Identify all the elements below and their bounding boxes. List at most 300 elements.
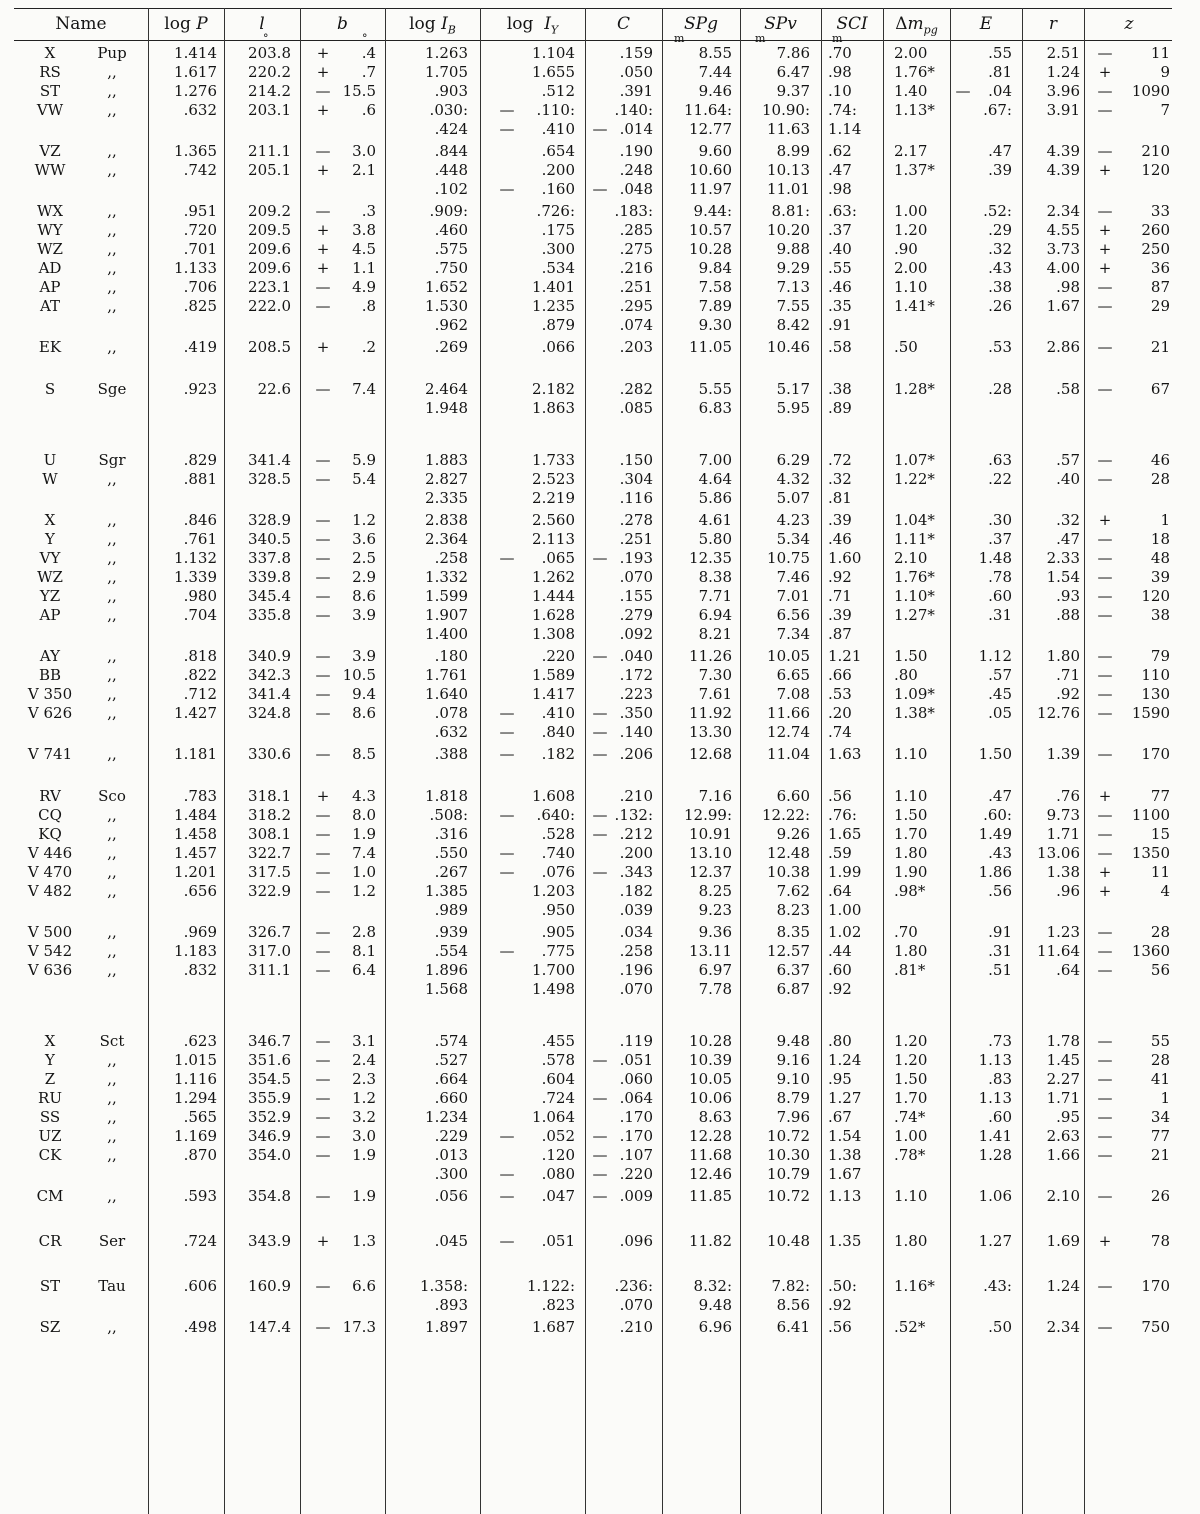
cell-delta-mpg: 1.50: [894, 1070, 928, 1088]
cell-z: 79: [1150, 647, 1170, 665]
cell-z: 55: [1150, 1032, 1170, 1050]
column-header: $\log I_Y$: [506, 14, 559, 37]
cell-log-p: .632: [183, 101, 217, 119]
cell-delta-mpg: 1.20: [894, 221, 928, 239]
cell-r: 1.23: [1046, 923, 1080, 941]
cell-r: 12.76: [1037, 704, 1080, 722]
cell-log-p: .704: [183, 606, 217, 624]
cell-spg: 7.89: [698, 297, 732, 315]
cell-log-iy: 1.235: [532, 297, 575, 315]
column-rule: [300, 8, 301, 1514]
cell-sci: .46: [828, 278, 852, 296]
cell-sci: .10: [828, 82, 852, 100]
cell-e: .37: [988, 530, 1012, 548]
cell-b: 17.3: [342, 1318, 376, 1336]
cell-c: .212: [619, 825, 653, 843]
cell-name: RV: [39, 787, 61, 805]
cell-c: .170: [619, 1127, 653, 1145]
cell-sci: .38: [828, 380, 852, 398]
cell-e: .50: [988, 1318, 1012, 1336]
column-header: log P: [164, 14, 208, 34]
cell-log-iy: .724: [541, 1089, 575, 1107]
cell-log-iy-sign: —: [499, 180, 515, 198]
cell-c: .034: [619, 923, 653, 941]
cell-e: .83: [988, 1070, 1012, 1088]
cell-spg: 10.91: [689, 825, 732, 843]
cell-c: .203: [619, 338, 653, 356]
cell-log-p: 1.132: [174, 549, 217, 567]
cell-l: 322.9: [248, 882, 291, 900]
cell-z: 18: [1150, 530, 1170, 548]
cell-e: 1.27: [978, 1232, 1012, 1250]
cell-spv: 7.62: [776, 882, 810, 900]
cell-delta-mpg: 2.00: [894, 259, 928, 277]
cell-c: .190: [619, 142, 653, 160]
cell-spv: 9.26: [776, 825, 810, 843]
cell-c: .014: [619, 120, 653, 138]
cell-log-iy: 1.733: [532, 451, 575, 469]
cell-spg: 5.80: [698, 530, 732, 548]
cell-b-sign: —: [315, 380, 331, 398]
cell-log-iy: 2.219: [532, 489, 575, 507]
cell-e: .60:: [983, 806, 1012, 824]
cell-z-sign: —: [1097, 142, 1113, 160]
cell-constellation: ,,: [107, 63, 117, 81]
cell-log-iy: .220: [541, 647, 575, 665]
cell-l: 352.9: [248, 1108, 291, 1126]
cell-spv: 7.86: [776, 44, 810, 62]
cell-b-sign: —: [315, 1318, 331, 1336]
cell-l: 354.8: [248, 1187, 291, 1205]
cell-delta-mpg: 1.80: [894, 1232, 928, 1250]
cell-l: 345.4: [248, 587, 291, 605]
cell-c: .119: [619, 1032, 653, 1050]
cell-delta-mpg: .52*: [894, 1318, 926, 1336]
cell-constellation: ,,: [107, 1070, 117, 1088]
cell-z: 11: [1150, 863, 1170, 881]
cell-z: 78: [1150, 1232, 1170, 1250]
cell-log-iy: .905: [541, 923, 575, 941]
cell-spg: 9.84: [698, 259, 732, 277]
cell-log-ib: .550: [434, 844, 468, 862]
cell-spv: 6.47: [776, 63, 810, 81]
cell-b-sign: —: [315, 1127, 331, 1145]
cell-log-iy: .051: [541, 1232, 575, 1250]
cell-log-p: .565: [183, 1108, 217, 1126]
cell-c-sign: —: [592, 825, 608, 843]
cell-e: .53: [988, 338, 1012, 356]
cell-e: .39: [988, 161, 1012, 179]
cell-e: .51: [988, 961, 1012, 979]
cell-spg: 11.26: [689, 647, 732, 665]
cell-spv: 6.29: [776, 451, 810, 469]
column-header: l: [259, 14, 265, 34]
cell-sci: .98: [828, 180, 852, 198]
cell-e: .22: [988, 470, 1012, 488]
cell-z: 39: [1150, 568, 1170, 586]
cell-log-ib: .962: [434, 316, 468, 334]
cell-log-p: 1.294: [174, 1089, 217, 1107]
cell-delta-mpg: 1.22*: [894, 470, 935, 488]
cell-spv: 8.56: [776, 1296, 810, 1314]
cell-name: WX: [36, 202, 64, 220]
cell-log-p: 1.414: [174, 44, 217, 62]
cell-r: 1.39: [1046, 745, 1080, 763]
cell-sci: .87: [828, 625, 852, 643]
cell-delta-mpg: 1.50: [894, 647, 928, 665]
cell-r: 2.34: [1046, 202, 1080, 220]
cell-log-p: .712: [183, 685, 217, 703]
cell-e: 1.49: [978, 825, 1012, 843]
cell-e: 1.41: [978, 1127, 1012, 1145]
cell-name: EK: [38, 338, 62, 356]
cell-name: VW: [36, 101, 64, 119]
column-header: z: [1124, 14, 1134, 34]
cell-spg: 8.25: [698, 882, 732, 900]
cell-e: .63: [988, 451, 1012, 469]
cell-e: .30: [988, 511, 1012, 529]
cell-b-sign: —: [315, 1146, 331, 1164]
cell-spg: 10.28: [689, 240, 732, 258]
cell-log-p: 1.427: [174, 704, 217, 722]
cell-b: 2.9: [352, 568, 376, 586]
cell-z: 11: [1150, 44, 1170, 62]
cell-log-ib: .229: [434, 1127, 468, 1145]
cell-log-iy: 1.308: [532, 625, 575, 643]
cell-log-ib: .660: [434, 1089, 468, 1107]
cell-e: 1.13: [978, 1089, 1012, 1107]
cell-sci: .35: [828, 297, 852, 315]
cell-log-iy: .080: [541, 1165, 575, 1183]
cell-log-iy: .120: [541, 1146, 575, 1164]
cell-log-p: .832: [183, 961, 217, 979]
cell-log-p: 1.339: [174, 568, 217, 586]
cell-z: 77: [1150, 1127, 1170, 1145]
cell-r: 2.63: [1046, 1127, 1080, 1145]
cell-sci: 1.63: [828, 745, 862, 763]
cell-b-sign: —: [315, 666, 331, 684]
cell-log-iy: .110:: [536, 101, 575, 119]
cell-b: 1.9: [352, 1187, 376, 1205]
cell-spv: 9.29: [776, 259, 810, 277]
cell-sci: 1.27: [828, 1089, 862, 1107]
cell-constellation: ,,: [107, 1108, 117, 1126]
cell-sci: 1.21: [828, 647, 862, 665]
cell-delta-mpg: 1.00: [894, 1127, 928, 1145]
cell-spv: 4.32: [776, 470, 810, 488]
cell-z: 110: [1141, 666, 1170, 684]
cell-sci: .37: [828, 221, 852, 239]
cell-name: W: [42, 470, 58, 488]
cell-spg: 9.60: [698, 142, 732, 160]
cell-spv: 4.23: [776, 511, 810, 529]
cell-b: 4.5: [352, 240, 376, 258]
cell-z-sign: —: [1097, 1032, 1113, 1050]
cell-sci: .47: [828, 161, 852, 179]
cell-b: 2.1: [352, 161, 376, 179]
cell-constellation: ,,: [107, 202, 117, 220]
cell-log-iy: .300: [541, 240, 575, 258]
cell-delta-mpg: 1.76*: [894, 568, 935, 586]
cell-spg: 11.82: [689, 1232, 732, 1250]
cell-z: 77: [1150, 787, 1170, 805]
column-header: E: [979, 14, 993, 34]
cell-name: V 741: [27, 745, 73, 763]
cell-l: 223.1: [248, 278, 291, 296]
cell-spg: 11.05: [689, 338, 732, 356]
cell-r: .88: [1056, 606, 1080, 624]
cell-e: .60: [988, 1108, 1012, 1126]
cell-log-iy-sign: —: [499, 863, 515, 881]
cell-name: SZ: [39, 1318, 61, 1336]
cell-log-ib: 1.385: [425, 882, 468, 900]
cell-c: .278: [619, 511, 653, 529]
cell-r: .95: [1056, 1108, 1080, 1126]
cell-z-sign: +: [1098, 787, 1112, 805]
cell-constellation: Tau: [98, 1277, 126, 1295]
cell-l: 318.2: [248, 806, 291, 824]
cell-spv: 10.13: [767, 161, 810, 179]
cell-sci: 1.13: [828, 1187, 862, 1205]
cell-b-sign: —: [315, 297, 331, 315]
unit-marker: °: [362, 32, 368, 45]
cell-e: .31: [988, 942, 1012, 960]
cell-c-sign: —: [592, 806, 608, 824]
cell-constellation: Sco: [98, 787, 126, 805]
cell-name: WY: [37, 221, 63, 239]
cell-b: 1.2: [352, 511, 376, 529]
cell-b: 9.4: [352, 685, 376, 703]
cell-spv: 10.75: [767, 549, 810, 567]
cell-delta-mpg: 1.70: [894, 1089, 928, 1107]
cell-l: 205.1: [248, 161, 291, 179]
cell-sci: .59: [828, 844, 852, 862]
cell-log-ib: .909:: [429, 202, 468, 220]
cell-constellation: ,,: [107, 647, 117, 665]
cell-b-sign: —: [315, 704, 331, 722]
column-rule: [821, 8, 822, 1514]
cell-b-sign: +: [316, 221, 330, 239]
unit-marker: m: [674, 32, 685, 45]
cell-spg: 13.11: [689, 942, 732, 960]
cell-z: 29: [1150, 297, 1170, 315]
cell-spg: 7.30: [698, 666, 732, 684]
cell-delta-mpg: .70: [894, 923, 918, 941]
cell-log-ib: 2.464: [425, 380, 468, 398]
cell-b-sign: —: [315, 745, 331, 763]
cell-name: WZ: [37, 568, 63, 586]
cell-spg: 8.63: [698, 1108, 732, 1126]
cell-log-p: .498: [183, 1318, 217, 1336]
cell-name: WW: [34, 161, 66, 179]
cell-log-iy: 1.628: [532, 606, 575, 624]
cell-log-iy: 1.203: [532, 882, 575, 900]
cell-b-sign: —: [315, 882, 331, 900]
cell-log-p: 1.015: [174, 1051, 217, 1069]
top-rule: [14, 8, 1172, 9]
cell-z: 1590: [1131, 704, 1170, 722]
cell-r: 1.71: [1046, 825, 1080, 843]
cell-log-p: 1.133: [174, 259, 217, 277]
cell-sci: 1.02: [828, 923, 862, 941]
cell-l: 209.6: [248, 240, 291, 258]
cell-b: 3.8: [352, 221, 376, 239]
cell-b: .7: [361, 63, 376, 81]
cell-sci: .92: [828, 980, 852, 998]
cell-log-iy: 2.523: [532, 470, 575, 488]
cell-sci: .55: [828, 259, 852, 277]
cell-c: .251: [619, 530, 653, 548]
cell-l: 324.8: [248, 704, 291, 722]
cell-log-iy: 1.700: [532, 961, 575, 979]
cell-z: 15: [1150, 825, 1170, 843]
cell-e: .38: [988, 278, 1012, 296]
cell-constellation: ,,: [107, 221, 117, 239]
cell-c: .206: [619, 745, 653, 763]
cell-constellation: Ser: [98, 1232, 126, 1250]
cell-z: 41: [1150, 1070, 1170, 1088]
cell-c: .183:: [614, 202, 653, 220]
cell-e: .32: [988, 240, 1012, 258]
cell-name: RU: [38, 1089, 62, 1107]
cell-log-ib: 2.827: [425, 470, 468, 488]
cell-log-ib: .632: [434, 723, 468, 741]
cell-c-sign: —: [592, 1165, 608, 1183]
cell-spv: 7.01: [776, 587, 810, 605]
cell-z: 250: [1141, 240, 1170, 258]
cell-b: 1.3: [352, 1232, 376, 1250]
cell-log-iy: .200: [541, 161, 575, 179]
cell-b-sign: —: [315, 942, 331, 960]
cell-b-sign: +: [316, 259, 330, 277]
cell-log-iy-sign: —: [499, 1165, 515, 1183]
cell-spv: 7.13: [776, 278, 810, 296]
cell-r: .58: [1056, 380, 1080, 398]
cell-r: .40: [1056, 470, 1080, 488]
cell-log-ib: .316: [434, 825, 468, 843]
cell-name: WZ: [37, 240, 63, 258]
cell-sci: .81: [828, 489, 852, 507]
cell-spv: 7.96: [776, 1108, 810, 1126]
cell-sci: .58: [828, 338, 852, 356]
cell-constellation: ,,: [107, 863, 117, 881]
cell-log-iy: 1.498: [532, 980, 575, 998]
cell-delta-mpg: 1.11*: [894, 530, 935, 548]
cell-log-ib: .013: [434, 1146, 468, 1164]
cell-log-p: 1.116: [174, 1070, 217, 1088]
cell-spg: 11.85: [689, 1187, 732, 1205]
cell-r: .64: [1056, 961, 1080, 979]
cell-log-p: 1.617: [174, 63, 217, 81]
cell-spv: 11.04: [767, 745, 810, 763]
cell-c-sign: —: [592, 549, 608, 567]
cell-spg: 10.05: [689, 1070, 732, 1088]
cell-l: 322.7: [248, 844, 291, 862]
cell-r: 2.51: [1046, 44, 1080, 62]
cell-z: 38: [1150, 606, 1170, 624]
cell-l: 337.8: [248, 549, 291, 567]
cell-r: .93: [1056, 587, 1080, 605]
cell-sci: .62: [828, 142, 852, 160]
cell-z-sign: —: [1097, 380, 1113, 398]
cell-l: 211.1: [248, 142, 291, 160]
cell-e: .47: [988, 142, 1012, 160]
cell-z: 750: [1141, 1318, 1170, 1336]
cell-spg: 7.44: [698, 63, 732, 81]
cell-spv: 5.17: [776, 380, 810, 398]
cell-constellation: ,,: [107, 666, 117, 684]
cell-sci: .80: [828, 1032, 852, 1050]
cell-l: 308.1: [248, 825, 291, 843]
cell-log-iy: .455: [541, 1032, 575, 1050]
cell-b: 4.3: [352, 787, 376, 805]
cell-c: .236:: [614, 1277, 653, 1295]
cell-log-ib: .554: [434, 942, 468, 960]
cell-log-iy: .740: [541, 844, 575, 862]
cell-b-sign: +: [316, 63, 330, 81]
cell-name: CR: [38, 1232, 62, 1250]
cell-log-ib: .989: [434, 901, 468, 919]
cell-z: 1360: [1131, 942, 1170, 960]
cell-b: 2.5: [352, 549, 376, 567]
cell-log-ib: .844: [434, 142, 468, 160]
cell-spv: 12.74: [767, 723, 810, 741]
column-rule: [950, 8, 951, 1514]
cell-z-sign: +: [1098, 259, 1112, 277]
cell-log-ib: 1.400: [425, 625, 468, 643]
cell-delta-mpg: .80: [894, 666, 918, 684]
cell-constellation: ,,: [107, 142, 117, 160]
cell-log-iy: 1.589: [532, 666, 575, 684]
cell-e: .04: [988, 82, 1012, 100]
cell-constellation: ,,: [107, 942, 117, 960]
cell-log-p: 1.365: [174, 142, 217, 160]
cell-log-iy: .047: [541, 1187, 575, 1205]
cell-name: V 446: [27, 844, 73, 862]
cell-e: .43: [988, 259, 1012, 277]
cell-spv: 8.99: [776, 142, 810, 160]
cell-spg: 11.92: [689, 704, 732, 722]
cell-spv: 10.30: [767, 1146, 810, 1164]
cell-log-iy-sign: —: [499, 120, 515, 138]
cell-sci: .72: [828, 451, 852, 469]
cell-c: .009: [619, 1187, 653, 1205]
cell-z-sign: +: [1098, 511, 1112, 529]
cell-sci: .66: [828, 666, 852, 684]
column-header: $\Delta m_{pg}$: [895, 14, 938, 37]
cell-name: V 350: [27, 685, 73, 703]
cell-delta-mpg: 1.10: [894, 745, 928, 763]
cell-l: 311.1: [248, 961, 291, 979]
cell-c: .295: [619, 297, 653, 315]
cell-z-sign: —: [1097, 470, 1113, 488]
cell-spg: 9.48: [698, 1296, 732, 1314]
cell-b: .4: [361, 44, 376, 62]
cell-b: .6: [361, 101, 376, 119]
cell-spg: 8.38: [698, 568, 732, 586]
cell-spv: 10.48: [767, 1232, 810, 1250]
cell-z-sign: —: [1097, 647, 1113, 665]
cell-z: 46: [1150, 451, 1170, 469]
cell-z: 1090: [1131, 82, 1170, 100]
cell-name: ST: [39, 82, 61, 100]
cell-log-p: .606: [183, 1277, 217, 1295]
cell-spv: 7.34: [776, 625, 810, 643]
cell-sci: .63:: [828, 202, 857, 220]
cell-sci: .60: [828, 961, 852, 979]
cell-c: .050: [619, 63, 653, 81]
cell-b: 8.6: [352, 704, 376, 722]
